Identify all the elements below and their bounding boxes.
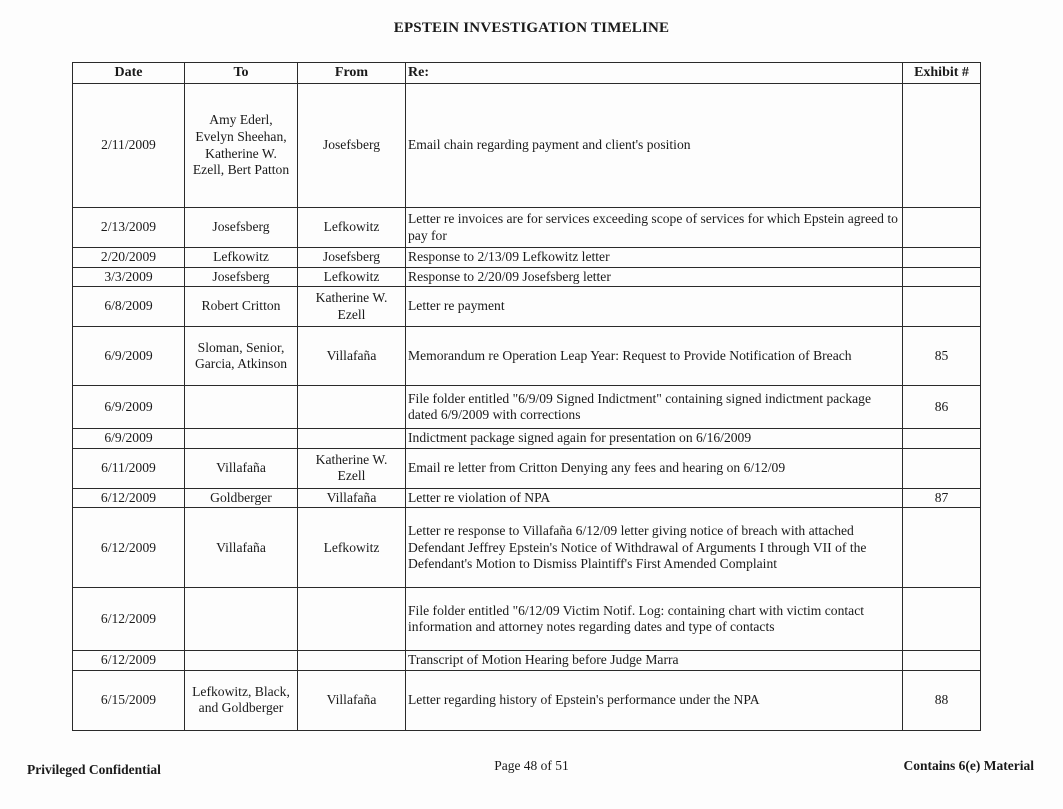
row-date: 6/9/2009: [73, 429, 185, 449]
table-row: [73, 386, 981, 429]
row-exhibit: [903, 588, 981, 651]
row-re: Letter re response to Villafaña 6/12/09 letter giving notice of breach with attached Defendant Jeffrey Epstein's Notice of Withdrawal of Arguments I through VII of the Defendant's Motion to Dismiss Plaintiff's First Amended Complaint: [406, 508, 903, 588]
row-exhibit: 87: [903, 488, 981, 508]
row-exhibit: 85: [903, 327, 981, 386]
row-re: Letter re violation of NPA: [406, 488, 903, 508]
row-exhibit: [903, 651, 981, 671]
row-date: 6/12/2009: [73, 651, 185, 671]
row-re: File folder entitled "6/12/09 Victim Notif. Log: containing chart with victim contact information and attorney notes regarding dates and type of contacts: [406, 588, 903, 651]
row-from: Lefkowitz: [298, 267, 406, 287]
column-header-re: Re:: [406, 63, 903, 84]
row-exhibit: [903, 448, 981, 488]
table-row: [73, 488, 981, 508]
row-date: 6/12/2009: [73, 508, 185, 588]
row-date: 6/8/2009: [73, 287, 185, 327]
row-exhibit: [903, 267, 981, 287]
row-to: Lefkowitz, Black, and Goldberger: [185, 670, 298, 730]
table-row: [73, 327, 981, 386]
row-re: Letter re payment: [406, 287, 903, 327]
row-re: Response to 2/20/09 Josefsberg letter: [406, 267, 903, 287]
row-from: Katherine W. Ezell: [298, 448, 406, 488]
row-date: 3/3/2009: [73, 267, 185, 287]
row-from: [298, 651, 406, 671]
row-from: Josefsberg: [298, 84, 406, 208]
row-from: Lefkowitz: [298, 208, 406, 248]
table-row: [73, 84, 981, 208]
row-from: Katherine W. Ezell: [298, 287, 406, 327]
row-re: Transcript of Motion Hearing before Judge Marra: [406, 651, 903, 671]
table-row: [73, 670, 981, 730]
row-re: Email re letter from Critton Denying any fees and hearing on 6/12/09: [406, 448, 903, 488]
row-to: Lefkowitz: [185, 248, 298, 268]
column-header-exhibit: Exhibit #: [903, 63, 981, 84]
row-date: 6/12/2009: [73, 488, 185, 508]
row-exhibit: [903, 208, 981, 248]
row-to: [185, 588, 298, 651]
row-from: [298, 386, 406, 429]
row-exhibit: [903, 429, 981, 449]
row-re: Letter regarding history of Epstein's performance under the NPA: [406, 670, 903, 730]
row-exhibit: [903, 84, 981, 208]
document-title: EPSTEIN INVESTIGATION TIMELINE: [393, 20, 670, 36]
row-to: Josefsberg: [185, 267, 298, 287]
table-row: [73, 287, 981, 327]
row-re: File folder entitled "6/9/09 Signed Indictment" containing signed indictment package dated 6/9/2009 with corrections: [406, 386, 903, 429]
table-row: [73, 429, 981, 449]
row-date: 6/12/2009: [73, 588, 185, 651]
row-exhibit: [903, 248, 981, 268]
row-date: 6/9/2009: [73, 386, 185, 429]
row-to: Villafaña: [185, 508, 298, 588]
row-date: 2/11/2009: [73, 84, 185, 208]
row-exhibit: [903, 508, 981, 588]
row-from: Lefkowitz: [298, 508, 406, 588]
row-date: 6/15/2009: [73, 670, 185, 730]
table-row: [73, 267, 981, 287]
column-header-from: From: [298, 63, 406, 84]
row-to: [185, 429, 298, 449]
row-from: [298, 588, 406, 651]
row-to: Robert Critton: [185, 287, 298, 327]
row-re: Email chain regarding payment and client's position: [406, 84, 903, 208]
row-exhibit: [903, 287, 981, 327]
table-row: [73, 588, 981, 651]
row-re: Response to 2/13/09 Lefkowitz letter: [406, 248, 903, 268]
row-from: [298, 429, 406, 449]
row-to: Josefsberg: [185, 208, 298, 248]
column-header-to: To: [185, 63, 298, 84]
row-date: 6/9/2009: [73, 327, 185, 386]
table-row: [73, 248, 981, 268]
footer-privileged-confidential: Privileged Confidential: [27, 762, 161, 777]
row-from: Villafaña: [298, 488, 406, 508]
table-row: [73, 208, 981, 248]
row-from: Villafaña: [298, 327, 406, 386]
timeline-table: [72, 62, 981, 731]
row-to: Sloman, Senior, Garcia, Atkinson: [185, 327, 298, 386]
row-date: 6/11/2009: [73, 448, 185, 488]
column-header-date: Date: [73, 63, 185, 84]
table-row: [73, 651, 981, 671]
row-to: Villafaña: [185, 448, 298, 488]
row-to: Goldberger: [185, 488, 298, 508]
footer-6e-notice: Contains 6(e) Material: [903, 758, 1034, 773]
table-row: [73, 508, 981, 588]
row-re: Letter re invoices are for services exceeding scope of services for which Epstein agreed to pay for: [406, 208, 903, 248]
row-to: [185, 651, 298, 671]
footer-page-number: Page 48 of 51: [494, 758, 569, 773]
table-row: [73, 448, 981, 488]
row-date: 2/20/2009: [73, 248, 185, 268]
row-re: Indictment package signed again for presentation on 6/16/2009: [406, 429, 903, 449]
row-to: [185, 386, 298, 429]
row-from: Josefsberg: [298, 248, 406, 268]
row-from: Villafaña: [298, 670, 406, 730]
row-to: Amy Ederl, Evelyn Sheehan, Katherine W. Ezell, Bert Patton: [185, 84, 298, 208]
row-exhibit: 88: [903, 670, 981, 730]
row-re: Memorandum re Operation Leap Year: Request to Provide Notification of Breach: [406, 327, 903, 386]
row-date: 2/13/2009: [73, 208, 185, 248]
table-header-row: [73, 63, 981, 84]
row-exhibit: 86: [903, 386, 981, 429]
